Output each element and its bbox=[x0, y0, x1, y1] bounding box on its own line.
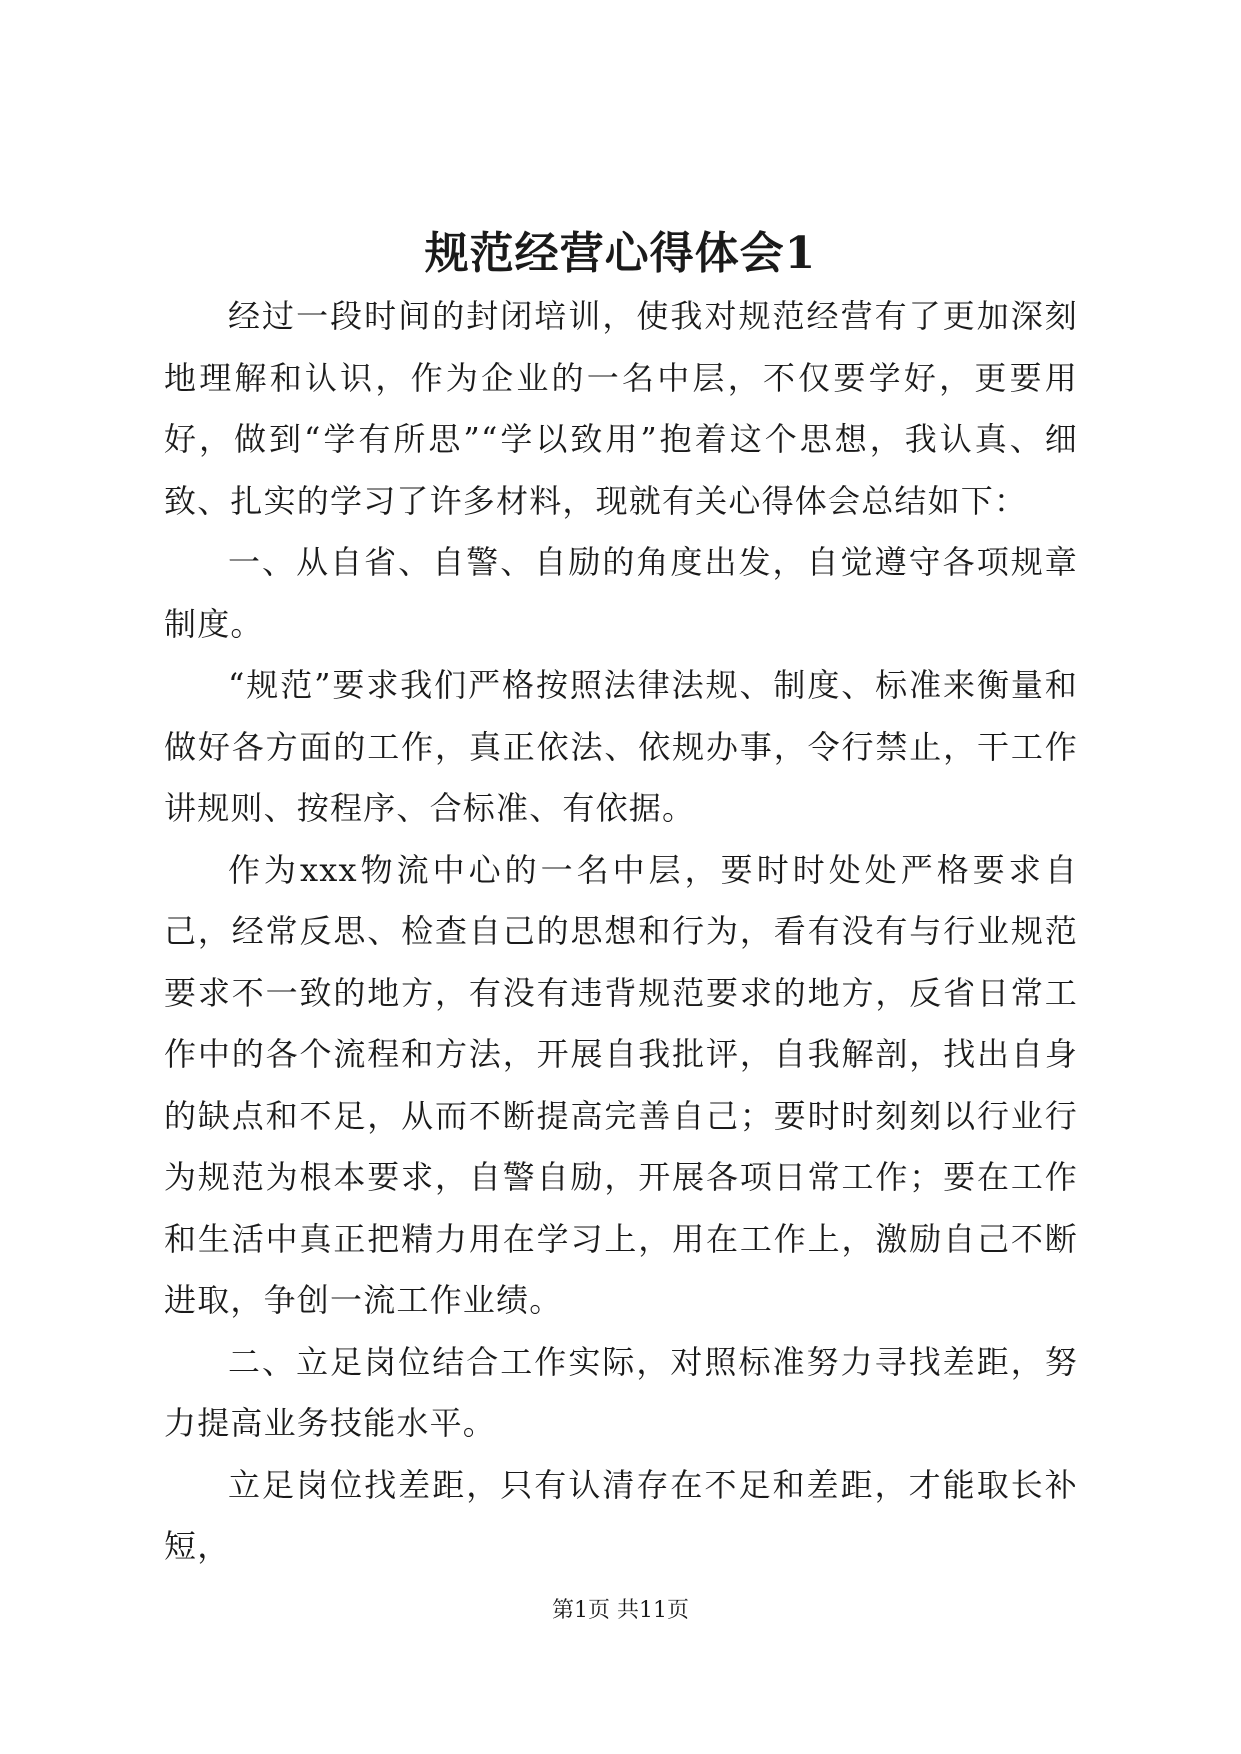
paragraph: 立足岗位找差距，只有认清存在不足和差距，才能取长补短， bbox=[164, 1465, 1078, 1565]
paragraph: 二、立足岗位结合工作实际，对照标准努力寻找差距，努力提高业务技能水平。 bbox=[164, 1342, 1078, 1442]
page-footer: 第1页 共11页 bbox=[552, 1598, 689, 1623]
document-title: 规范经营心得体会1 bbox=[424, 228, 817, 279]
paragraph: “规范”要求我们严格按照法律法规、制度、标准来衡量和做好各方面的工作，真正依法、依规办事，令行禁止，干工作讲规则、按程序、合标准、有依据。 bbox=[164, 666, 1078, 827]
paragraph: 一、从自省、自警、自励的角度出发，自觉遵守各项规章制度。 bbox=[164, 543, 1078, 643]
paragraph: 作为xxx物流中心的一名中层，要时时处处严格要求自己，经常反思、检查自己的思想和行为，看有没有与行业规范要求不一致的地方，有没有违背规范要求的地方，反省日常工作中的各个流程和方法，开展自我批评，自我解剖，找出自身的缺点和不足，从而不断提高完善自己；要时时刻刻以行业行为规范为根本要求，自警自励，开展各项日常工作；要在工作和生活中真正把精力用在学习上，用在工作上，激励自己不断进取，争创一流工作业绩。 bbox=[164, 850, 1078, 1319]
paragraph: 经过一段时间的封闭培训，使我对规范经营有了更加深刻地理解和认识，作为企业的一名中层，不仅要学好，更要用好，做到“学有所思”“学以致用”抱着这个思想，我认真、细致、扎实的学习了许多材料，现就有关心得体会总结如下： bbox=[164, 297, 1078, 520]
document-body bbox=[164, 286, 1078, 1578]
